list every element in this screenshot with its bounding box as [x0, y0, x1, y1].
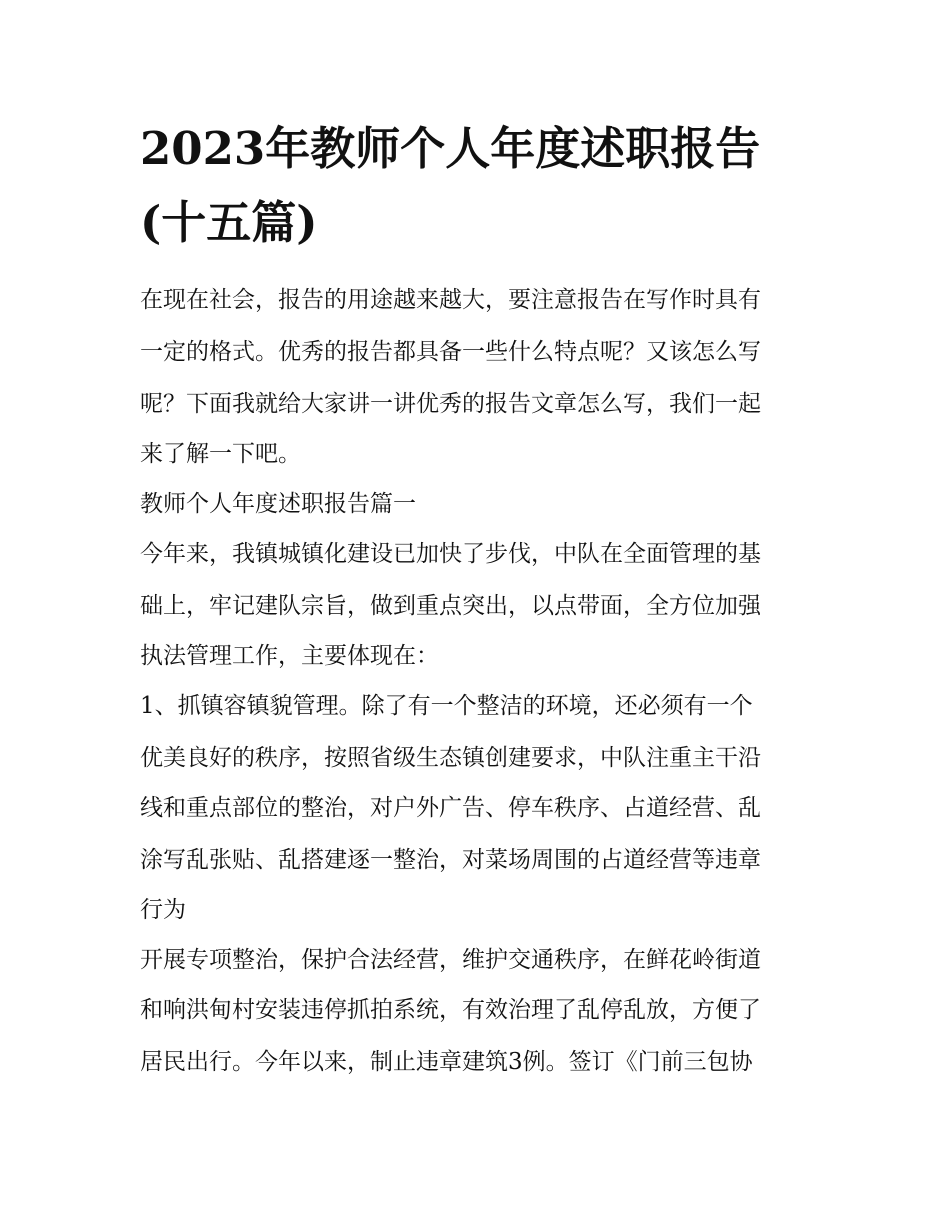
paragraph-line: 涂写乱张贴、乱搭建逐一整治，对菜场周围的占道经营等违章: [140, 847, 761, 873]
document-title: [140, 112, 820, 260]
intro-line-4: 来了解一下吧。: [140, 441, 301, 467]
paragraph-line: 开展专项整治，保护合法经营，维护交通秩序，在鲜花岭街道: [140, 947, 761, 973]
paragraph-line: 和响洪甸村安装违停抓拍系统，有效治理了乱停乱放，方便了: [140, 997, 761, 1023]
paragraph-line: 线和重点部位的整治，对户外广告、停车秩序、占道经营、乱: [140, 795, 761, 821]
intro-line-1: 在现在社会，报告的用途越来越大，要注意报告在写作时具有: [140, 287, 761, 313]
section-heading: 教师个人年度述职报告篇一: [140, 491, 416, 517]
intro-line-2: 一定的格式。优秀的报告都具备一些什么特点呢？又该怎么写: [140, 339, 761, 365]
paragraph-line: 础上，牢记建队宗旨，做到重点突出，以点带面，全方位加强: [140, 593, 761, 619]
paragraph-line: 优美良好的秩序，按照省级生态镇创建要求，中队注重主干沿: [140, 745, 761, 771]
paragraph-line: 执法管理工作，主要体现在：: [140, 643, 439, 669]
intro-line-3: 呢？下面我就给大家讲一讲优秀的报告文章怎么写，我们一起: [140, 391, 761, 417]
paragraph-line: 居民出行。今年以来，制止违章建筑3例。签订《门前三包协: [140, 1049, 753, 1075]
title-line-1: 2023年教师个人年度述职报告: [140, 122, 761, 175]
list-item-line: 1、抓镇容镇貌管理。除了有一个整洁的环境，还必须有一个: [140, 693, 753, 719]
paragraph-line: 行为: [140, 897, 186, 923]
title-line-2: (十五篇): [140, 196, 318, 249]
paragraph-line: 今年来，我镇城镇化建设已加快了步伐，中队在全面管理的基: [140, 541, 761, 567]
